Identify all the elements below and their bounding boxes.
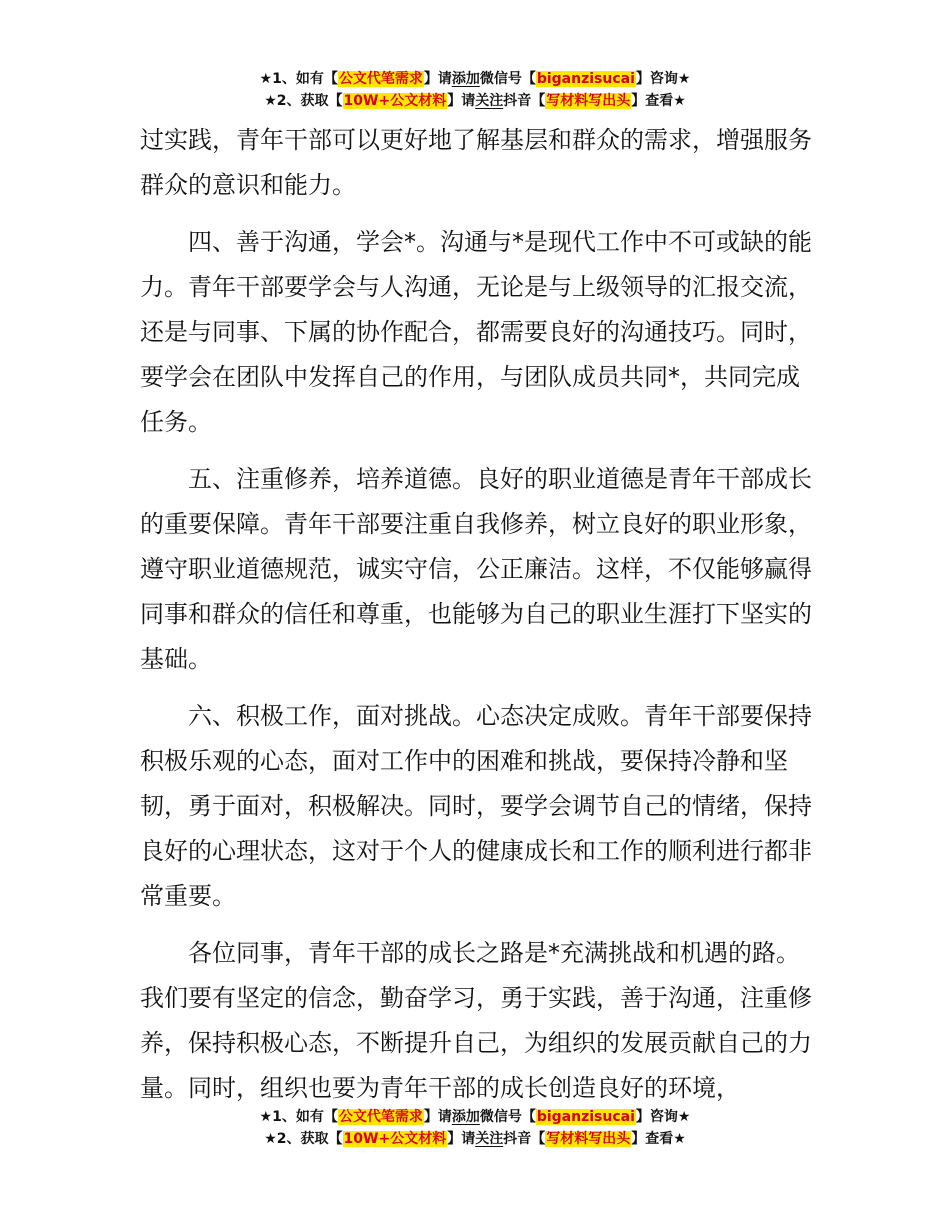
banner-text: 微信号 bbox=[479, 1109, 522, 1125]
document-body bbox=[140, 118, 820, 1123]
bracket: 】 bbox=[631, 93, 646, 109]
bracket: 】 bbox=[635, 71, 650, 87]
highlight-douyin-account: 写材料写出头 bbox=[546, 1131, 631, 1147]
star-icon: ★ bbox=[259, 1109, 273, 1125]
banner-text: 2、获取 bbox=[276, 93, 329, 109]
paragraph-communication: 四、善于沟通，学会*。沟通与*是现代工作中不可或缺的能力。青年干部要学会与人沟通，无论是与上级领导的汇报交流，还是与同事、下属的协作配合，都需要良好的沟通技巧。同时，要学会在团队中发挥自己的作用，与团队成员共同*，共同完成任务。 bbox=[140, 228, 812, 436]
bracket: 】 bbox=[423, 71, 438, 87]
banner-line-2 bbox=[0, 90, 950, 112]
banner-line-2 bbox=[0, 1128, 950, 1150]
bracket: 【 bbox=[323, 71, 338, 87]
bracket: 【 bbox=[328, 1131, 343, 1147]
banner-text: 请 bbox=[437, 71, 452, 87]
bracket: 【 bbox=[531, 1131, 546, 1147]
banner-text: 请 bbox=[461, 1131, 476, 1147]
banner-text: 1、如有 bbox=[272, 71, 324, 87]
bracket: 【 bbox=[328, 93, 343, 109]
banner-text: 抖音 bbox=[503, 1131, 532, 1147]
banner-text: 查看★ bbox=[645, 93, 686, 109]
banner-text: 咨询★ bbox=[649, 71, 691, 87]
header-banner bbox=[0, 68, 950, 112]
banner-text: 2、获取 bbox=[276, 1131, 329, 1147]
banner-text: 请 bbox=[437, 1109, 452, 1125]
paragraph-closing: 各位同事，青年干部的成长之路是*充满挑战和机遇的路。我们要有坚定的信念，勤奋学习，勇于实践，善于沟通，注重修养，保持积极心态，不断提升自己，为组织的发展贡献自己的力量。同时，组织也要为青年干部的成长创造良好的环境， bbox=[140, 939, 812, 1102]
highlight-wechat-id: biganzisucai bbox=[536, 1109, 635, 1125]
bracket: 】 bbox=[631, 1131, 646, 1147]
banner-text: 查看★ bbox=[645, 1131, 686, 1147]
bracket: 】 bbox=[447, 93, 462, 109]
star-icon: ★ bbox=[264, 93, 277, 109]
underlined-text: 关注 bbox=[475, 1131, 504, 1147]
banner-line-1 bbox=[0, 68, 950, 90]
bracket: 】 bbox=[447, 1131, 462, 1147]
underlined-text: 添加 bbox=[451, 1109, 480, 1125]
bracket: 【 bbox=[323, 1109, 338, 1125]
banner-text: 请 bbox=[461, 93, 476, 109]
bracket: 【 bbox=[531, 93, 546, 109]
banner-text: 微信号 bbox=[479, 71, 522, 87]
bracket: 【 bbox=[521, 1109, 536, 1125]
paragraph-continuation: 过实践，青年干部可以更好地了解基层和群众的需求，增强服务群众的意识和能力。 bbox=[140, 126, 812, 199]
highlight-materials: 10W+公文材料 bbox=[343, 93, 447, 109]
highlight-service: 公文代笔需求 bbox=[338, 1109, 423, 1125]
paragraph-ethics: 五、注重修养，培养道德。良好的职业道德是青年干部成长的重要保障。青年干部要注重自我修养，树立良好的职业形象，遵守职业道德规范，诚实守信，公正廉洁。这样，不仅能够赢得同事和群众的信任和尊重，也能够为自己的职业生涯打下坚实的基础。 bbox=[140, 465, 812, 673]
highlight-service: 公文代笔需求 bbox=[338, 71, 423, 87]
highlight-materials: 10W+公文材料 bbox=[343, 1131, 447, 1147]
star-icon: ★ bbox=[264, 1131, 277, 1147]
bracket: 】 bbox=[423, 1109, 438, 1125]
bracket: 【 bbox=[521, 71, 536, 87]
highlight-douyin-account: 写材料写出头 bbox=[546, 93, 631, 109]
banner-text: 抖音 bbox=[503, 93, 532, 109]
banner-text: 咨询★ bbox=[649, 1109, 691, 1125]
banner-line-1 bbox=[0, 1106, 950, 1128]
underlined-text: 关注 bbox=[475, 93, 504, 109]
bracket: 】 bbox=[635, 1109, 650, 1125]
paragraph-challenges: 六、积极工作，面对挑战。心态决定成败。青年干部要保持积极乐观的心态，面对工作中的困难和挑战，要保持冷静和坚韧，勇于面对，积极解决。同时，要学会调节自己的情绪，保持良好的心理状态，这对于个人的健康成长和工作的顺利进行都非常重要。 bbox=[140, 702, 812, 910]
star-icon: ★ bbox=[259, 71, 273, 87]
banner-text: 1、如有 bbox=[272, 1109, 324, 1125]
underlined-text: 添加 bbox=[451, 71, 480, 87]
footer-banner bbox=[0, 1106, 950, 1150]
highlight-wechat-id: biganzisucai bbox=[536, 71, 635, 87]
